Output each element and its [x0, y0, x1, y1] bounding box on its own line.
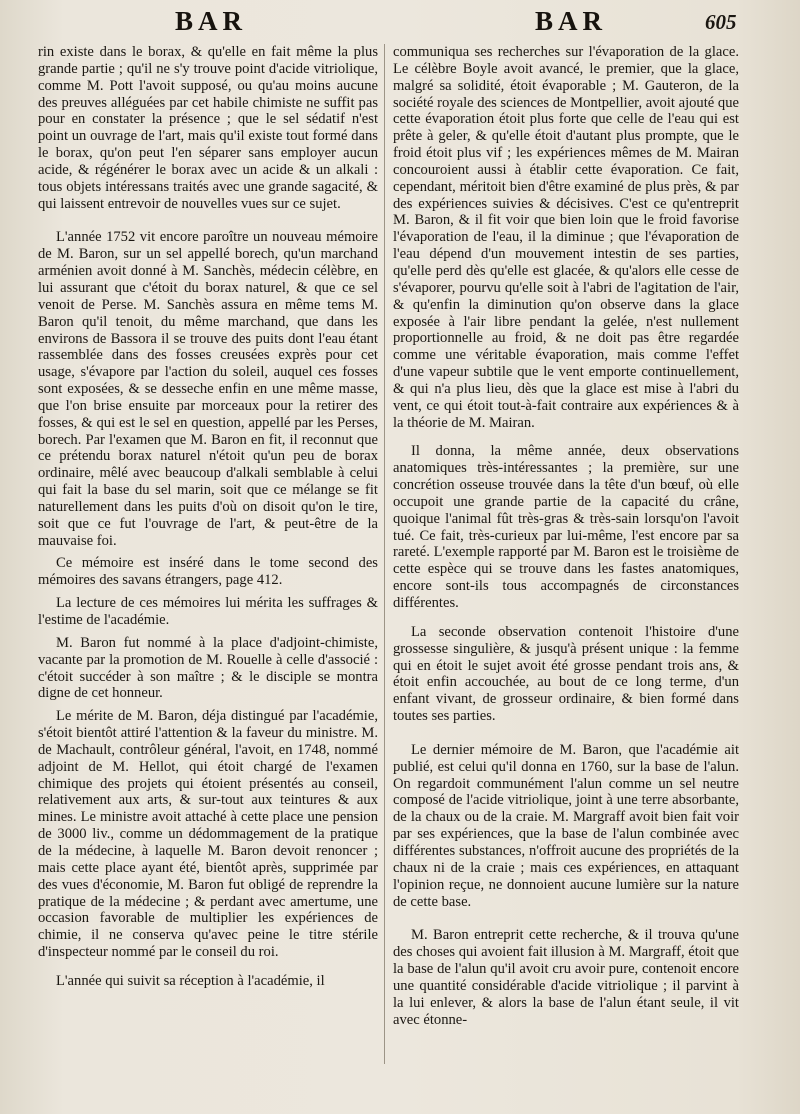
paragraph: L'année 1752 vit encore paroître un nouveau mémoire de M. Baron, sur un sel appellé borech, qu'un marchand arménien avoit donné à M. Sanchès, médecin célèbre, en lui assurant que c'étoit du borax naturel, & que ce sel venoit de Perse. M. Sanchès assura en même tems M. Baron qu'il tenoit, du même marchand, que dans les environs de Bassora il se trouve des puits dont l'eau étant rassemblée dans des fosses creusées exprès pour cet usage, s'évapore par l'action du soleil, auquel ces fosses sont exposées, & se desseche enfin en une même masse, que l'on brise ensuite par morceaux pour la retirer des fosses, & qui est le sel en question, appellé par les Perses, borech. Par l'examen que M. Baron en fit, il reconnut que ce prétendu borax naturel n'étoit qu'un peu de borax ordinaire, mêlé avec beaucoup d'alkali semblable à celui qui fait la base du sel marin, soit que ce mélange se fit naturellement dans les puits d'où on disoit qu'on le tire, soit que ce fut l'ouvrage de l'art, & peut-être de la mauvaise foi. — [38, 229, 378, 549]
paragraph: Le mérite de M. Baron, déja distingué par l'académie, s'étoit bientôt attiré l'attention & la faveur du ministre. M. de Machault, contrôleur général, l'avoit, en 1748, nommé adjoint de M. Hellot, qui étoit chargé de l'examen chimique des projets qui étoient présentés au conseil, relativement aux arts, & sur-tout aux teintures & aux mines. Le ministre avoit attaché à cette place une pension de 3000 liv., comme un dédommagement de la pratique de la médecine, à laquelle M. Baron devoit renoncer ; mais cette place ayant été, bientôt après, supprimée par des vues d'économie, M. Baron fut obligé de reprendre la pratique de la médecine ; & perdant avec amertume, une occasion favorable de multiplier les expériences de chimie, il ne conserva qu'avec peine le titre stérile d'inspecteur nommé par le conseil du roi. — [38, 708, 378, 961]
page-number: 605 — [705, 10, 737, 34]
paragraph: L'année qui suivit sa réception à l'académie, il — [56, 972, 325, 989]
page-header — [0, 6, 800, 42]
paragraph: Il donna, la même année, deux observations anatomiques très-intéressantes ; la première, sur une concrétion osseuse trouvée dans la tête d'un bœuf, où elle occupoit une grande partie de la capacité du crâne, quoique l'animal fût très-gras & très-sain lorsqu'on l'avoit tué. Ce fait, très-curieux par lui-même, l'est encore par sa rareté. L'exemple rapporté par M. Baron est le troisième de cette espèce qui se trouve dans les fastes anatomiques, encore sont-ils tous accompagnés de circonstances différentes. — [393, 443, 739, 611]
paragraph: Le dernier mémoire de M. Baron, que l'académie ait publié, est celui qu'il donna en 1760, sur la base de l'alun. On regardoit communément l'alun comme un sel neutre composé de l'acide vitriolique, joint à une terre absorbante, de la chaux ou de la craie. M. Margraff avoit bien fait voir par ses expériences, que la base de l'alun combinée avec différentes substances, n'offroit aucune des propriétés de la chaux ni de la craie ; mais ces expériences, en attaquant l'opinion reçue, ne donnoient aucune lumière sur la nature de cette base. — [393, 741, 739, 910]
paragraph: La lecture de ces mémoires lui mérita les suffrages & l'estime de l'académie. — [38, 595, 378, 628]
paragraph: La seconde observation contenoit l'histoire d'une grossesse singulière, & jusqu'à présent unique : la femme qui en étoit le sujet avoit été grosse pendant trois ans, & étoit enfin accouchée, au bout de ce long terme, d'un enfant vivant, de grosseur ordinaire, & bien formé dans toutes ses parties. — [393, 623, 739, 725]
right-column — [393, 44, 739, 1028]
paragraph: M. Baron entreprit cette recherche, & il trouva qu'une des choses qui avoient fait illusion à M. Margraff, étoit que la base de l'alun qu'il avoit cru avoir pure, contenoit encore une quantité considérable d'acide vitriolique ; il parvint à la lui enlever, & alors la base de l'alun étant seule, il vit avec étonne- — [393, 927, 739, 1028]
right-running-head: BAR — [535, 6, 608, 36]
paragraph: Ce mémoire est inséré dans le tome second des mémoires des savans étrangers, page 412. — [38, 555, 378, 589]
paragraph: M. Baron fut nommé à la place d'adjoint-chimiste, vacante par la promotion de M. Rouelle à celle d'associé : c'étoit succéder à son maître ; & le disciple se montra digne de cet honneur. — [38, 634, 378, 702]
column-divider — [384, 44, 385, 1064]
left-running-head: BAR — [175, 6, 248, 36]
left-column — [38, 44, 378, 990]
paragraph: rin existe dans le borax, & qu'elle en fait même la plus grande partie ; qu'il ne s'y trouve point d'acide vitriolique, comme M. Pott l'avoit supposé, ou qu'au moins aucune des preuves alléguées par cet habile chimiste ne suffit pas pour en constater la présence ; que le sel sédatif n'est point un ouvrage de l'art, mais qu'il existe tout formé dans le borax, qu'on peut l'en séparer sans employer aucun acide, & régénérer le borax avec un acide & un alkali : tous objets intéressans traités avec une grande sagacité, & qui laissent entrevoir de nouvelles vues sur ce sujet. — [38, 44, 378, 212]
paragraph: communiqua ses recherches sur l'évaporation de la glace. Le célèbre Boyle avoit avancé, le premier, que la glace, malgré sa solidité, étoit évaporable ; M. Gauteron, de la société royale des sciences de Montpellier, avoit ajouté que cette évaporation étoit plus forte que celle de l'eau qui est prête à geler, & qu'elle étoit d'autant plus prompte, que le froid étoit plus vif ; les expériences mêmes de M. Mairan concouroient aussi à établir cette évaporation. Ce fait, cependant, méritoit bien d'être examiné de plus près, & par des expériences suivies & décisives. C'est ce qu'entreprit M. Baron, & il fit voir que bien loin que le froid favorise l'évaporation de l'eau, il la diminue ; que l'évaporation de l'eau dépend d'un mouvement intestin de ses parties, qu'elle perd dès qu'elle est glacée, & qu'alors elle cesse de s'évaporer, pourvu qu'elle soit à l'abri de l'agitation de l'air, & qu'enfin la diminution qu'on observe dans la glace exposée à l'air libre pendant la gelée, n'est nullement proportionnelle au froid, & ne doit pas être regardée comme une véritable évaporation, mais comme l'effet d'une vapeur subtile que le vent emporte continuellement, & qui n'a plus lieu, dès que la glace est mise à l'abri du vent, ce qui étoit tout-à-fait contraire aux expériences & à la théorie de M. Mairan. — [393, 44, 739, 431]
